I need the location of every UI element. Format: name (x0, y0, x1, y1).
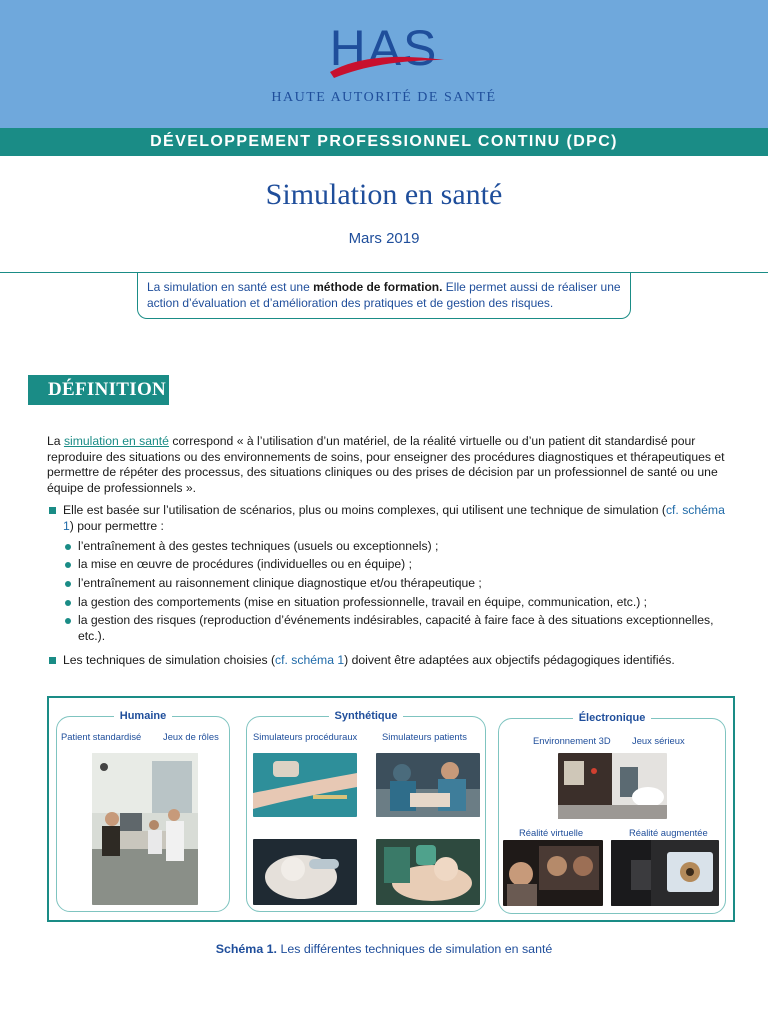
schema-ref-link[interactable]: cf. schéma 1 (63, 503, 725, 533)
round-bullet-icon (65, 544, 71, 550)
square-bullet-icon (49, 657, 56, 664)
list-item: la mise en œuvre de procédures (individuelles ou en équipe) ; (64, 557, 736, 573)
label-environnement-3d: Environnement 3D (533, 735, 611, 746)
photo-simulateur-patient-2 (376, 839, 480, 905)
logo-text: HAS (329, 20, 439, 76)
schema-caption (0, 942, 768, 956)
group-electronique (498, 712, 726, 914)
label-patient-standardise: Patient standardisé (61, 731, 142, 742)
group-title: Humaine (114, 710, 172, 722)
logo-swoosh-icon (328, 52, 448, 82)
photo-simulateur-procedural-1 (253, 753, 357, 817)
photo-simulateur-procedural-2 (253, 839, 357, 905)
round-bullet-icon (65, 600, 71, 606)
list-item: la gestion des comportements (mise en situation professionnelle, travail en équipe, communication, etc.) ; (64, 595, 736, 611)
photo-environnement-3d (558, 753, 667, 819)
group-humaine (56, 710, 230, 912)
photo-realite-augmentee (611, 840, 719, 906)
label-simulateurs-patients: Simulateurs patients (382, 731, 467, 742)
caption-label: Schéma 1. (215, 942, 277, 956)
label-jeux-serieux: Jeux sérieux (632, 735, 685, 746)
section-title-definition: DÉFINITION (28, 375, 169, 405)
intro-text: La simulation en santé est une (147, 280, 314, 294)
round-bullet-icon (65, 562, 71, 568)
simulation-link[interactable]: simulation en santé (63, 434, 169, 448)
definition-paragraph: La simulation en santé correspond « à l’utilisation d’un matériel, de la réalité virtuelle ou d’un patient dit standardisé pour reproduire des situations ou des environnements de soins, pour enseigner des procédures diagnostiques et thérapeutiques et permettre de répéter des processus, des situations cliniques ou des prises de décision par un professionnel de santé ou une équipe de professionnels ». (47, 434, 725, 495)
square-bullet-icon (49, 507, 56, 514)
bullet-scenarios: Elle est basée sur l’utilisation de scénarios, plus ou moins complexes, qui utilisent une technique de simulation (cf. schéma 1) pour permettre : (47, 503, 737, 534)
document-title: Simulation en santé (265, 178, 503, 211)
bullet-techniques: Les techniques de simulation choisies (cf. schéma 1) doivent être adaptées aux objectifs pédagogiques identifiés. (47, 653, 737, 669)
caption-text: Les différentes techniques de simulation en santé (277, 942, 553, 956)
dpc-banner: DÉVELOPPEMENT PROFESSIONNEL CONTINU (DPC) (0, 128, 768, 156)
intro-text-end: Elle permet aussi de réaliser une action d’évaluation et d’amélioration des pratiques et de gestion des risques. (147, 280, 621, 310)
intro-box (137, 272, 631, 319)
group-synthetique (246, 710, 486, 912)
round-bullet-icon (65, 618, 71, 624)
list-item: la gestion des risques (reproduction d’événements indésirables, capacité à faire face à des situations exceptionnelles, etc.). (64, 613, 736, 644)
label-realite-augmentee: Réalité augmentée (629, 827, 708, 838)
round-bullet-icon (65, 581, 71, 587)
schema-ref-link[interactable]: cf. schéma 1 (275, 653, 345, 667)
intro-bold: méthode de formation. (313, 280, 443, 294)
group-title: Électronique (573, 712, 652, 724)
label-jeux-de-roles: Jeux de rôles (163, 731, 219, 742)
list-item: l’entraînement au raisonnement clinique diagnostique et/ou thérapeutique ; (64, 576, 736, 592)
label-realite-virtuelle: Réalité virtuelle (519, 827, 584, 838)
photo-realite-virtuelle (503, 840, 603, 906)
org-name: HAUTE AUTORITÉ DE SANTÉ (271, 90, 497, 105)
group-title: Synthétique (329, 710, 404, 722)
list-item: l’entraînement à des gestes techniques (usuels ou exceptionnels) ; (64, 539, 736, 555)
photo-humaine (92, 753, 198, 905)
schema-figure (47, 696, 735, 922)
label-simulateurs-proceduraux: Simulateurs procéduraux (253, 731, 358, 742)
document-date: Mars 2019 (348, 230, 420, 247)
photo-simulateur-patient-1 (376, 753, 480, 817)
